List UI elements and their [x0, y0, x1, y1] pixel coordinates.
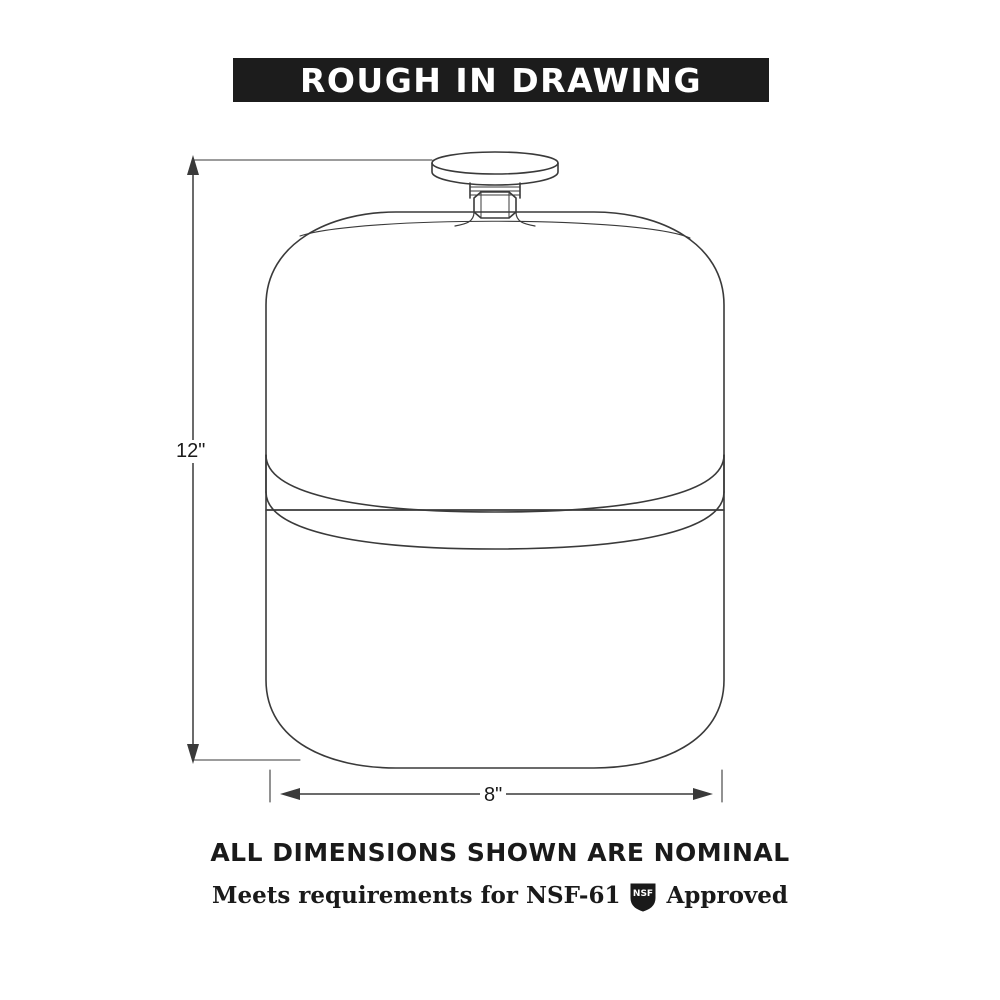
- tank-seam-lower-arc: [266, 492, 724, 549]
- certification-line: [0, 880, 1000, 910]
- nominal-dimensions-note: ALL DIMENSIONS SHOWN ARE NOMINAL: [210, 838, 790, 867]
- certification-prefix: Meets requirements for NSF-61: [211, 881, 621, 909]
- height-dimension-label: 12": [172, 440, 209, 463]
- width-dimension-label: 8": [480, 784, 506, 807]
- tank-dome-highlight: [300, 221, 690, 238]
- tank-cap-top-ellipse: [432, 152, 558, 174]
- width-arrow-left: [280, 788, 300, 800]
- nut-collar-right: [516, 212, 535, 226]
- svg-text:NSF: NSF: [633, 889, 654, 899]
- certification-suffix: Approved: [666, 881, 789, 909]
- nut-collar-left: [455, 212, 474, 226]
- hex-nut: [474, 192, 516, 218]
- tank-upper-dome: [266, 212, 724, 510]
- page-title: ROUGH IN DRAWING: [299, 60, 703, 100]
- nsf-shield-icon: [629, 882, 657, 912]
- height-arrow-bottom: [187, 744, 199, 764]
- tank-seam-upper-arc: [266, 455, 724, 512]
- height-arrow-top: [187, 155, 199, 175]
- width-arrow-right: [693, 788, 713, 800]
